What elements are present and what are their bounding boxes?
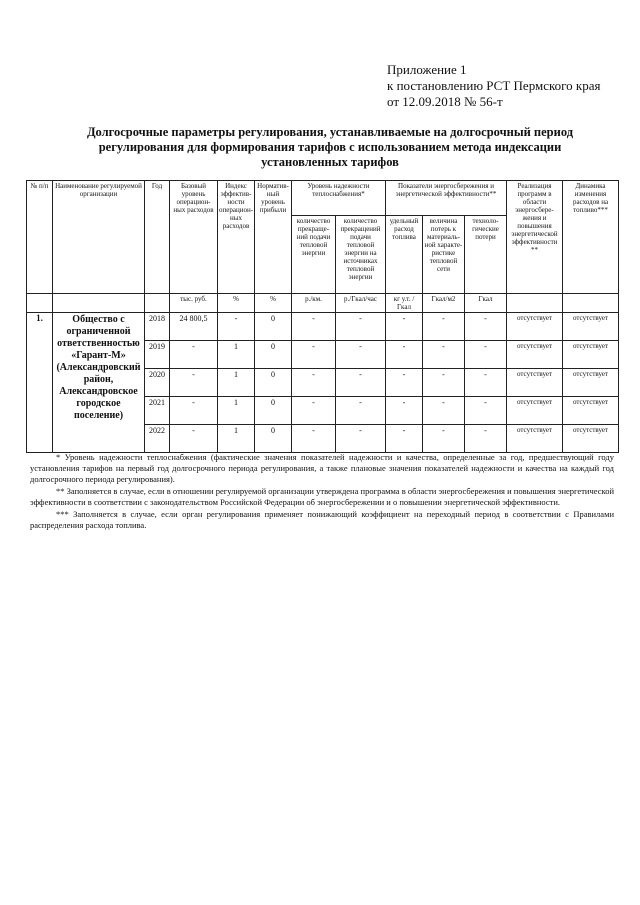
cell-en-fuel: - <box>386 425 423 453</box>
cell-program: отсутствует <box>507 425 563 453</box>
header-reliability: Уровень надежности теплоснабжения* <box>292 181 386 216</box>
cell-dynamics: отсутствует <box>563 397 619 425</box>
cell-rel-sources: - <box>336 397 386 425</box>
cell-rel-outages: - <box>292 369 336 397</box>
cell-profit: 0 <box>255 341 292 369</box>
cell-rel-outages: - <box>292 425 336 453</box>
cell-program: отсутствует <box>507 369 563 397</box>
cell-profit: 0 <box>255 369 292 397</box>
cell-index: 1 <box>218 369 255 397</box>
organization-name: Общество с ограниченной ответственностью «Гарант-М» (Александровский район, Александровское городское поселение) <box>53 313 145 453</box>
cell-dynamics: отсутствует <box>563 341 619 369</box>
year-cell: 2021 <box>145 397 170 425</box>
cell-en-losses: - <box>423 369 465 397</box>
header-fuel-dynamics: Динамика изменения расходов на топливо*** <box>563 181 619 294</box>
cell-base: 24 800,5 <box>170 313 218 341</box>
cell-base: - <box>170 369 218 397</box>
cell-en-losses: - <box>423 397 465 425</box>
cell-rel-sources: - <box>336 425 386 453</box>
header-base-costs: Базовый уровень операцион-ных расходов <box>170 181 218 294</box>
unit-index: % <box>218 294 255 313</box>
year-cell: 2019 <box>145 341 170 369</box>
header-org: Наименование регулируемой организации <box>53 181 145 294</box>
appendix-label: Приложение 1 <box>387 62 467 77</box>
appendix-block <box>387 62 600 110</box>
cell-rel-sources: - <box>336 341 386 369</box>
document-title <box>60 125 600 170</box>
cell-rel-outages: - <box>292 397 336 425</box>
cell-base: - <box>170 425 218 453</box>
header-tech-losses: техноло-гические потери <box>465 216 507 294</box>
cell-program: отсутствует <box>507 313 563 341</box>
cell-profit: 0 <box>255 425 292 453</box>
cell-en-losses: - <box>423 425 465 453</box>
cell-en-losses: - <box>423 313 465 341</box>
cell-en-tech: - <box>465 425 507 453</box>
cell-rel-outages: - <box>292 341 336 369</box>
unit-fuel-rate: кг у.т. /Гкал <box>386 294 423 313</box>
table-row <box>27 313 619 341</box>
cell-dynamics: отсутствует <box>563 369 619 397</box>
cell-index: - <box>218 313 255 341</box>
header-outages: количество прекраще-ний подачи тепловой энергии <box>292 216 336 294</box>
cell-rel-outages: - <box>292 313 336 341</box>
unit-tech-losses: Гкал <box>465 294 507 313</box>
header-source-outages: количество прекращений подачи тепловой энергии на источниках тепловой энергии <box>336 216 386 294</box>
header-energy-saving: Показатели энергосбережения и энергетической эффективности** <box>386 181 507 216</box>
year-cell: 2022 <box>145 425 170 453</box>
header-efficiency-index: Индекс эффектив-ности операцион-ных расходов <box>218 181 255 294</box>
cell-rel-sources: - <box>336 313 386 341</box>
title-line-1: Долгосрочные параметры регулирования, устанавливаемые на долгосрочный период <box>86 125 574 139</box>
row-number: 1. <box>27 313 53 453</box>
appendix-date: от 12.09.2018 № 56-т <box>387 94 503 109</box>
header-num: № п/п <box>27 181 53 294</box>
year-cell: 2018 <box>145 313 170 341</box>
cell-en-tech: - <box>465 397 507 425</box>
cell-profit: 0 <box>255 397 292 425</box>
cell-dynamics: отсутствует <box>563 425 619 453</box>
footnote-3: *** Заполняется в случае, если орган регулирования применяет понижающий коэффициент на переходный период в соответствии с Правилами распределения расхода топлива. <box>30 509 614 530</box>
cell-en-losses: - <box>423 341 465 369</box>
unit-outages: р./км. <box>292 294 336 313</box>
header-year: Год <box>145 181 170 294</box>
footnote-2: ** Заполняется в случае, если в отношении регулируемой организации утверждена программа в области энергосбережения и повышения энергетической эффективности в соответствии с законодательством Российской Федерации об энергосбережении и о повышении энергетической эффективности. <box>30 486 614 507</box>
cell-base: - <box>170 341 218 369</box>
cell-en-fuel: - <box>386 397 423 425</box>
cell-en-fuel: - <box>386 313 423 341</box>
cell-index: 1 <box>218 425 255 453</box>
header-program: Реализация программ в области энергосбере-жения и повышения энергетической эффективности ** <box>507 181 563 294</box>
year-cell: 2020 <box>145 369 170 397</box>
title-line-2: регулирования для формирования тарифов с использованием метода индексации <box>98 140 562 154</box>
unit-source-outages: р./Гкал/час <box>336 294 386 313</box>
cell-en-tech: - <box>465 313 507 341</box>
footnotes <box>30 452 614 532</box>
parameters-table <box>26 180 619 453</box>
cell-index: 1 <box>218 397 255 425</box>
units-row <box>27 294 619 313</box>
unit-profit: % <box>255 294 292 313</box>
cell-index: 1 <box>218 341 255 369</box>
header-fuel-rate: удельный расход топлива <box>386 216 423 294</box>
cell-program: отсутствует <box>507 397 563 425</box>
cell-en-tech: - <box>465 341 507 369</box>
unit-base: тыс. руб. <box>170 294 218 313</box>
cell-en-fuel: - <box>386 369 423 397</box>
appendix-resolution: к постановлению РСТ Пермского края <box>387 78 601 93</box>
unit-network-losses: Гкал/м2 <box>423 294 465 313</box>
cell-profit: 0 <box>255 313 292 341</box>
title-line-3: установленных тарифов <box>261 155 399 169</box>
cell-en-fuel: - <box>386 341 423 369</box>
header-network-losses: величина потерь к материаль-ной характе-ристике тепловой сети <box>423 216 465 294</box>
cell-base: - <box>170 397 218 425</box>
footnote-1: * Уровень надежности теплоснабжения (фактические значения показателей надежности и качества, определенные за год, предшествующий году установления тарифов на первый год долгосрочного периода регулирования, а также плановые значения показателей надежности и качества на каждый год долгосрочного периода регулирования). <box>30 452 614 484</box>
cell-en-tech: - <box>465 369 507 397</box>
cell-rel-sources: - <box>336 369 386 397</box>
cell-dynamics: отсутствует <box>563 313 619 341</box>
header-profit-level: Норматив-ный уровень прибыли <box>255 181 292 294</box>
cell-program: отсутствует <box>507 341 563 369</box>
